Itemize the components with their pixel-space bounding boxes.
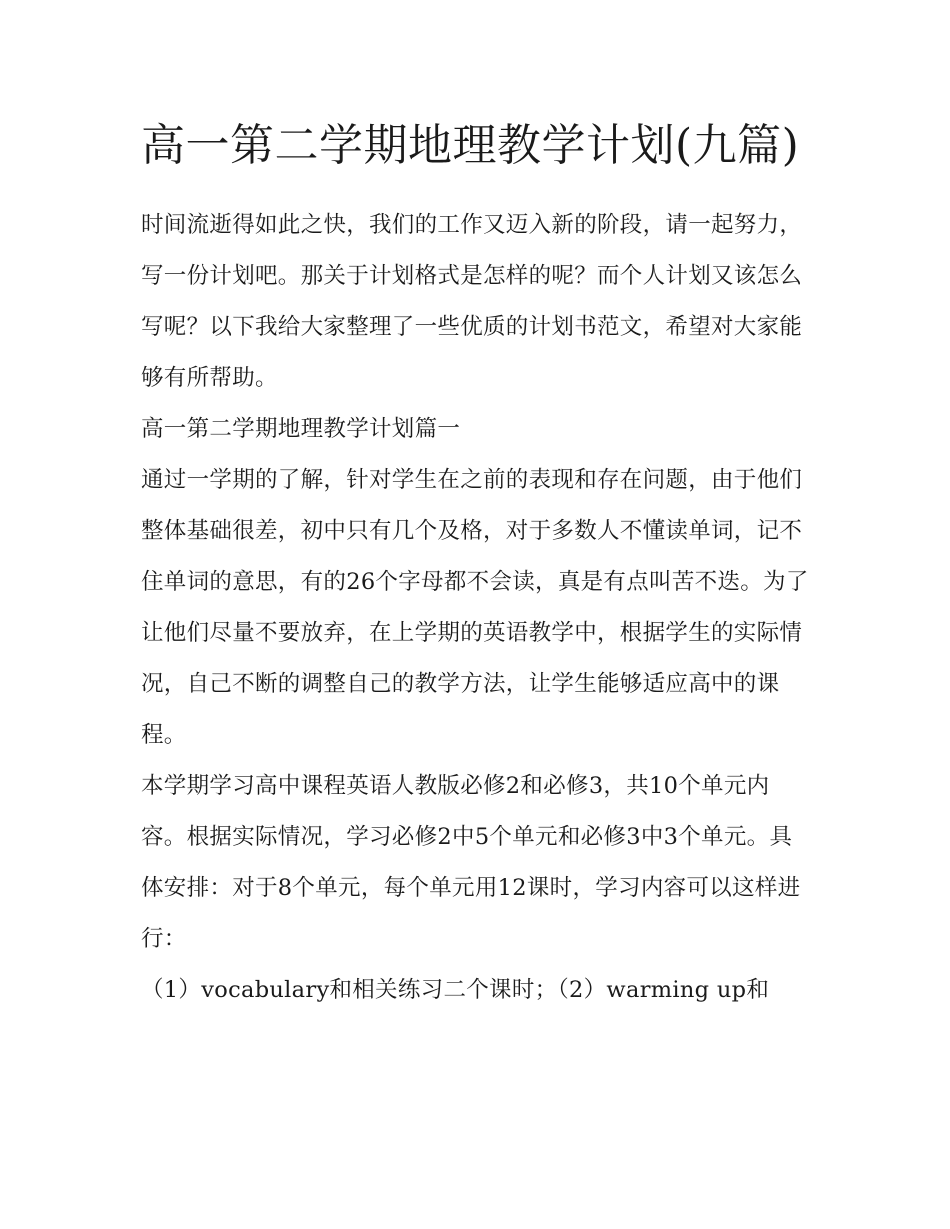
body-paragraph: 通过一学期的了解，针对学生在之前的表现和存在问题，由于他们整体基础很差，初中只有几个及格，对于多数人不懂读单词，记不住单词的意思，有的26个字母都不会读，真是有点叫苦不迭。为了让他们尽量不要放弃，在上学期的英语教学中，根据学生的实际情况，自己不断的调整自己的教学方法，让学生能够适应高中的课程。 xyxy=(141,467,809,748)
body-paragraph: 本学期学习高中课程英语人教版必修2和必修3，共10个单元内容。根据实际情况，学习必修2中5个单元和必修3中3个单元。具体安排：对于8个单元，每个单元用12课时，学习内容可以这样进行： xyxy=(141,773,801,952)
intro-paragraph: 时间流逝得如此之快，我们的工作又迈入新的阶段，请一起努力，写一份计划吧。那关于计划格式是怎样的呢？而个人计划又该怎么写呢？以下我给大家整理了一些优质的计划书范文，希望对大家能够有所帮助。 xyxy=(141,212,803,391)
document-title: 高一第二学期地理教学计划(九篇) xyxy=(141,120,800,171)
document-content xyxy=(141,114,813,1016)
section-heading: 高一第二学期地理教学计划篇一 xyxy=(141,416,461,442)
body-paragraph: （1）vocabulary和相关练习二个课时；（2）warming up和 xyxy=(141,977,770,1003)
